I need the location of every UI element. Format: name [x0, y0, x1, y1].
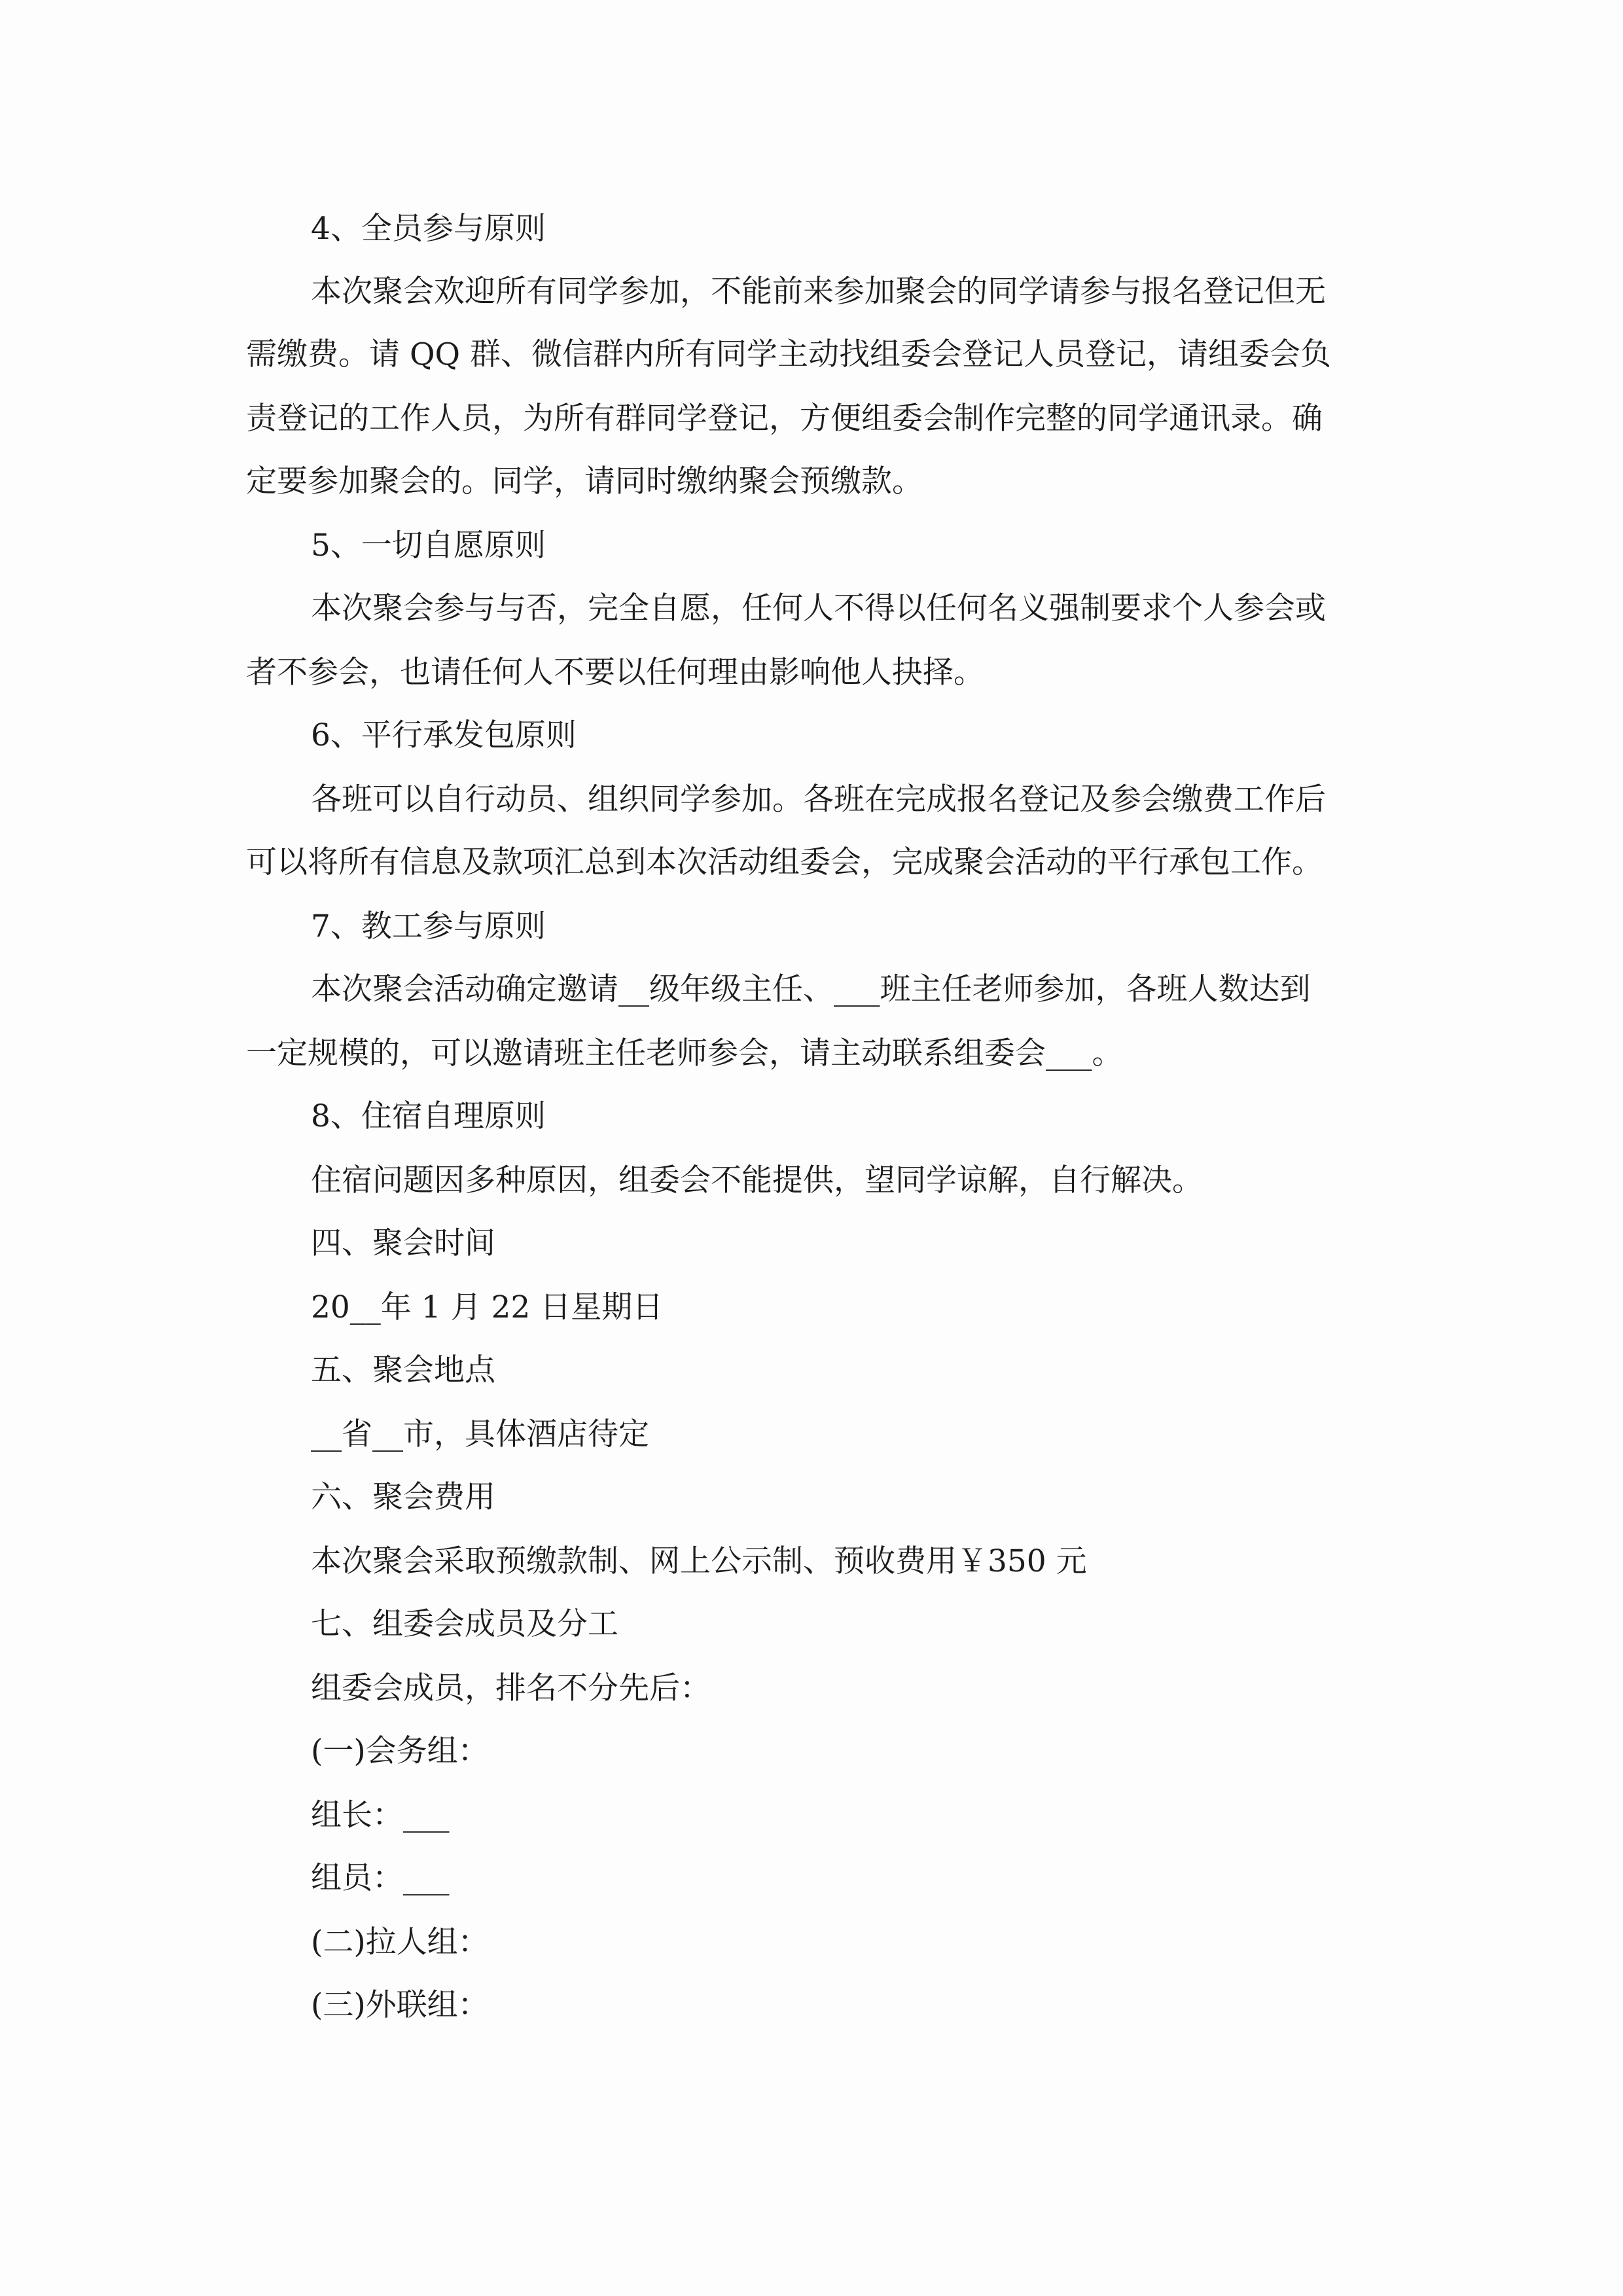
paragraph-line: 可以将所有信息及款项汇总到本次活动组委会，完成聚会活动的平行承包工作。	[246, 844, 1323, 880]
section-heading-committee: 七、组委会成员及分工	[311, 1606, 618, 1642]
paragraph-line: 定要参加聚会的。同学，请同时缴纳聚会预缴款。	[246, 463, 923, 499]
event-date: 20__年 1 月 22 日星期日	[311, 1289, 664, 1325]
event-fee: 本次聚会采取预缴款制、网上公示制、预收费用￥350 元	[311, 1543, 1087, 1579]
group-heading-affairs: (一)会务组：	[311, 1733, 489, 1769]
paragraph-line: 本次聚会参与与否，完全自愿，任何人不得以任何名义强制要求个人参会或	[311, 590, 1326, 626]
group-leader-line: 组长：___	[311, 1797, 450, 1833]
section-heading-time: 四、聚会时间	[311, 1225, 495, 1261]
paragraph-line: 责登记的工作人员，为所有群同学登记，方便组委会制作完整的同学通讯录。确	[246, 401, 1323, 437]
section-heading-8: 8、住宿自理原则	[311, 1098, 546, 1134]
group-member-line: 组员：___	[311, 1860, 450, 1896]
event-location: __省__市，具体酒店待定	[311, 1416, 649, 1452]
paragraph-line: 一定规模的，可以邀请班主任老师参会，请主动联系组委会___。	[246, 1035, 1123, 1071]
paragraph-line: 需缴费。请 QQ 群、微信群内所有同学主动找组委会登记人员登记，请组委会负	[246, 336, 1331, 372]
group-heading-recruit: (二)拉人组：	[311, 1924, 489, 1960]
section-heading-7: 7、教工参与原则	[311, 908, 546, 944]
section-heading-location: 五、聚会地点	[311, 1352, 495, 1388]
paragraph-line: 本次聚会活动确定邀请__级年级主任、___班主任老师参加，各班人数达到	[311, 971, 1311, 1007]
committee-intro: 组委会成员，排名不分先后：	[311, 1670, 711, 1706]
paragraph-line: 者不参会，也请任何人不要以任何理由影响他人抉择。	[246, 655, 984, 691]
section-heading-6: 6、平行承发包原则	[311, 717, 577, 753]
paragraph-line: 住宿问题因多种原因，组委会不能提供，望同学谅解，自行解决。	[311, 1162, 1203, 1198]
paragraph-line: 本次聚会欢迎所有同学参加，不能前来参加聚会的同学请参与报名登记但无	[311, 274, 1326, 310]
section-heading-fee: 六、聚会费用	[311, 1479, 495, 1515]
paragraph-line: 各班可以自行动员、组织同学参加。各班在完成报名登记及参会缴费工作后	[311, 781, 1326, 817]
section-heading-5: 5、一切自愿原则	[311, 528, 546, 564]
section-heading-4: 4、全员参与原则	[311, 211, 546, 247]
group-heading-liaison: (三)外联组：	[311, 1987, 489, 2023]
